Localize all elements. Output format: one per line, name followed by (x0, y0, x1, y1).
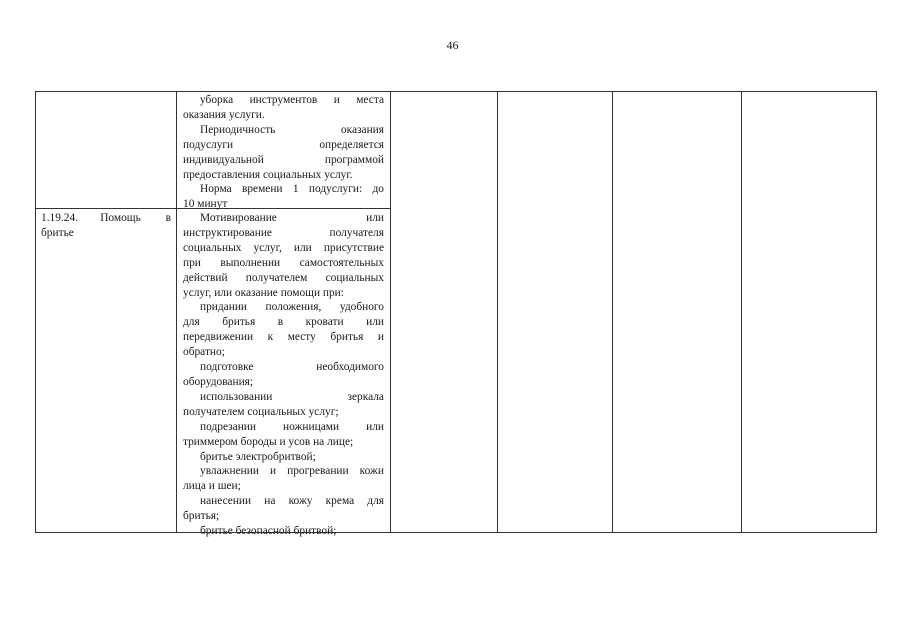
table-border-right (876, 91, 877, 533)
text-line: передвижении к месту бритья и (183, 331, 384, 344)
service-name-part1: Помощь в (100, 212, 171, 224)
text-line: социальных услуг, или присутствие (183, 241, 384, 254)
text-line: для бритья в кровати или (183, 316, 384, 329)
text-line: уборка инструментов и места (200, 94, 384, 106)
services-table (35, 91, 877, 538)
text-line: придании положения, удобного (200, 301, 384, 314)
text-line: бритье электробритвой; (200, 450, 316, 463)
text-line: увлажнении и прогревании кожи (200, 465, 384, 478)
text-line: Периодичность оказания (200, 123, 384, 136)
text-line: Мотивирование или (200, 212, 384, 224)
text-line: бритья; (183, 510, 220, 523)
column-divider (497, 91, 498, 533)
text-line: услуг, или оказание помощи при: (183, 286, 344, 299)
text-line: подрезании ножницами или (200, 420, 384, 433)
service-code: 1.19.24. (41, 212, 79, 224)
text-line: оборудования; (183, 375, 254, 388)
text-line: триммером бороды и усов на лице; (183, 435, 354, 448)
text-line: предоставления социальных услуг. (183, 168, 353, 181)
text-line: бритье безопасной бритвой; (200, 525, 337, 538)
text-line: подуслуги определяется (183, 138, 384, 151)
column-divider (176, 91, 177, 533)
text-line: лица и шеи; (183, 480, 241, 493)
column-divider (612, 91, 613, 533)
text-line: нанесении на кожу крема для (200, 495, 384, 508)
text-line: оказания услуги. (183, 108, 265, 121)
row2-description-cell (183, 211, 384, 539)
text-line: получателем социальных услуг; (183, 405, 339, 418)
service-name-part2: бритье (41, 226, 74, 239)
table-border-left (35, 91, 36, 533)
text-line: подготовке необходимого (200, 361, 384, 374)
page-number: 46 (446, 38, 459, 52)
text-line: при выполнении самостоятельных (183, 256, 384, 269)
text-line: использовании зеркала (200, 390, 384, 403)
row2-code-name-cell (41, 211, 171, 241)
column-divider (741, 91, 742, 533)
text-line: инструктирование получателя (183, 226, 384, 239)
text-line: действий получателем социальных (183, 271, 384, 284)
table-border-bottom (35, 532, 877, 533)
column-divider (390, 91, 391, 533)
text-line: обратно; (183, 346, 225, 359)
text-line: 10 минут (183, 198, 228, 211)
table-border-top (35, 91, 877, 92)
text-line: индивидуальной программой (183, 153, 384, 166)
row1-description-cell (183, 93, 384, 212)
text-line: Норма времени 1 подуслуги: до (200, 183, 384, 196)
